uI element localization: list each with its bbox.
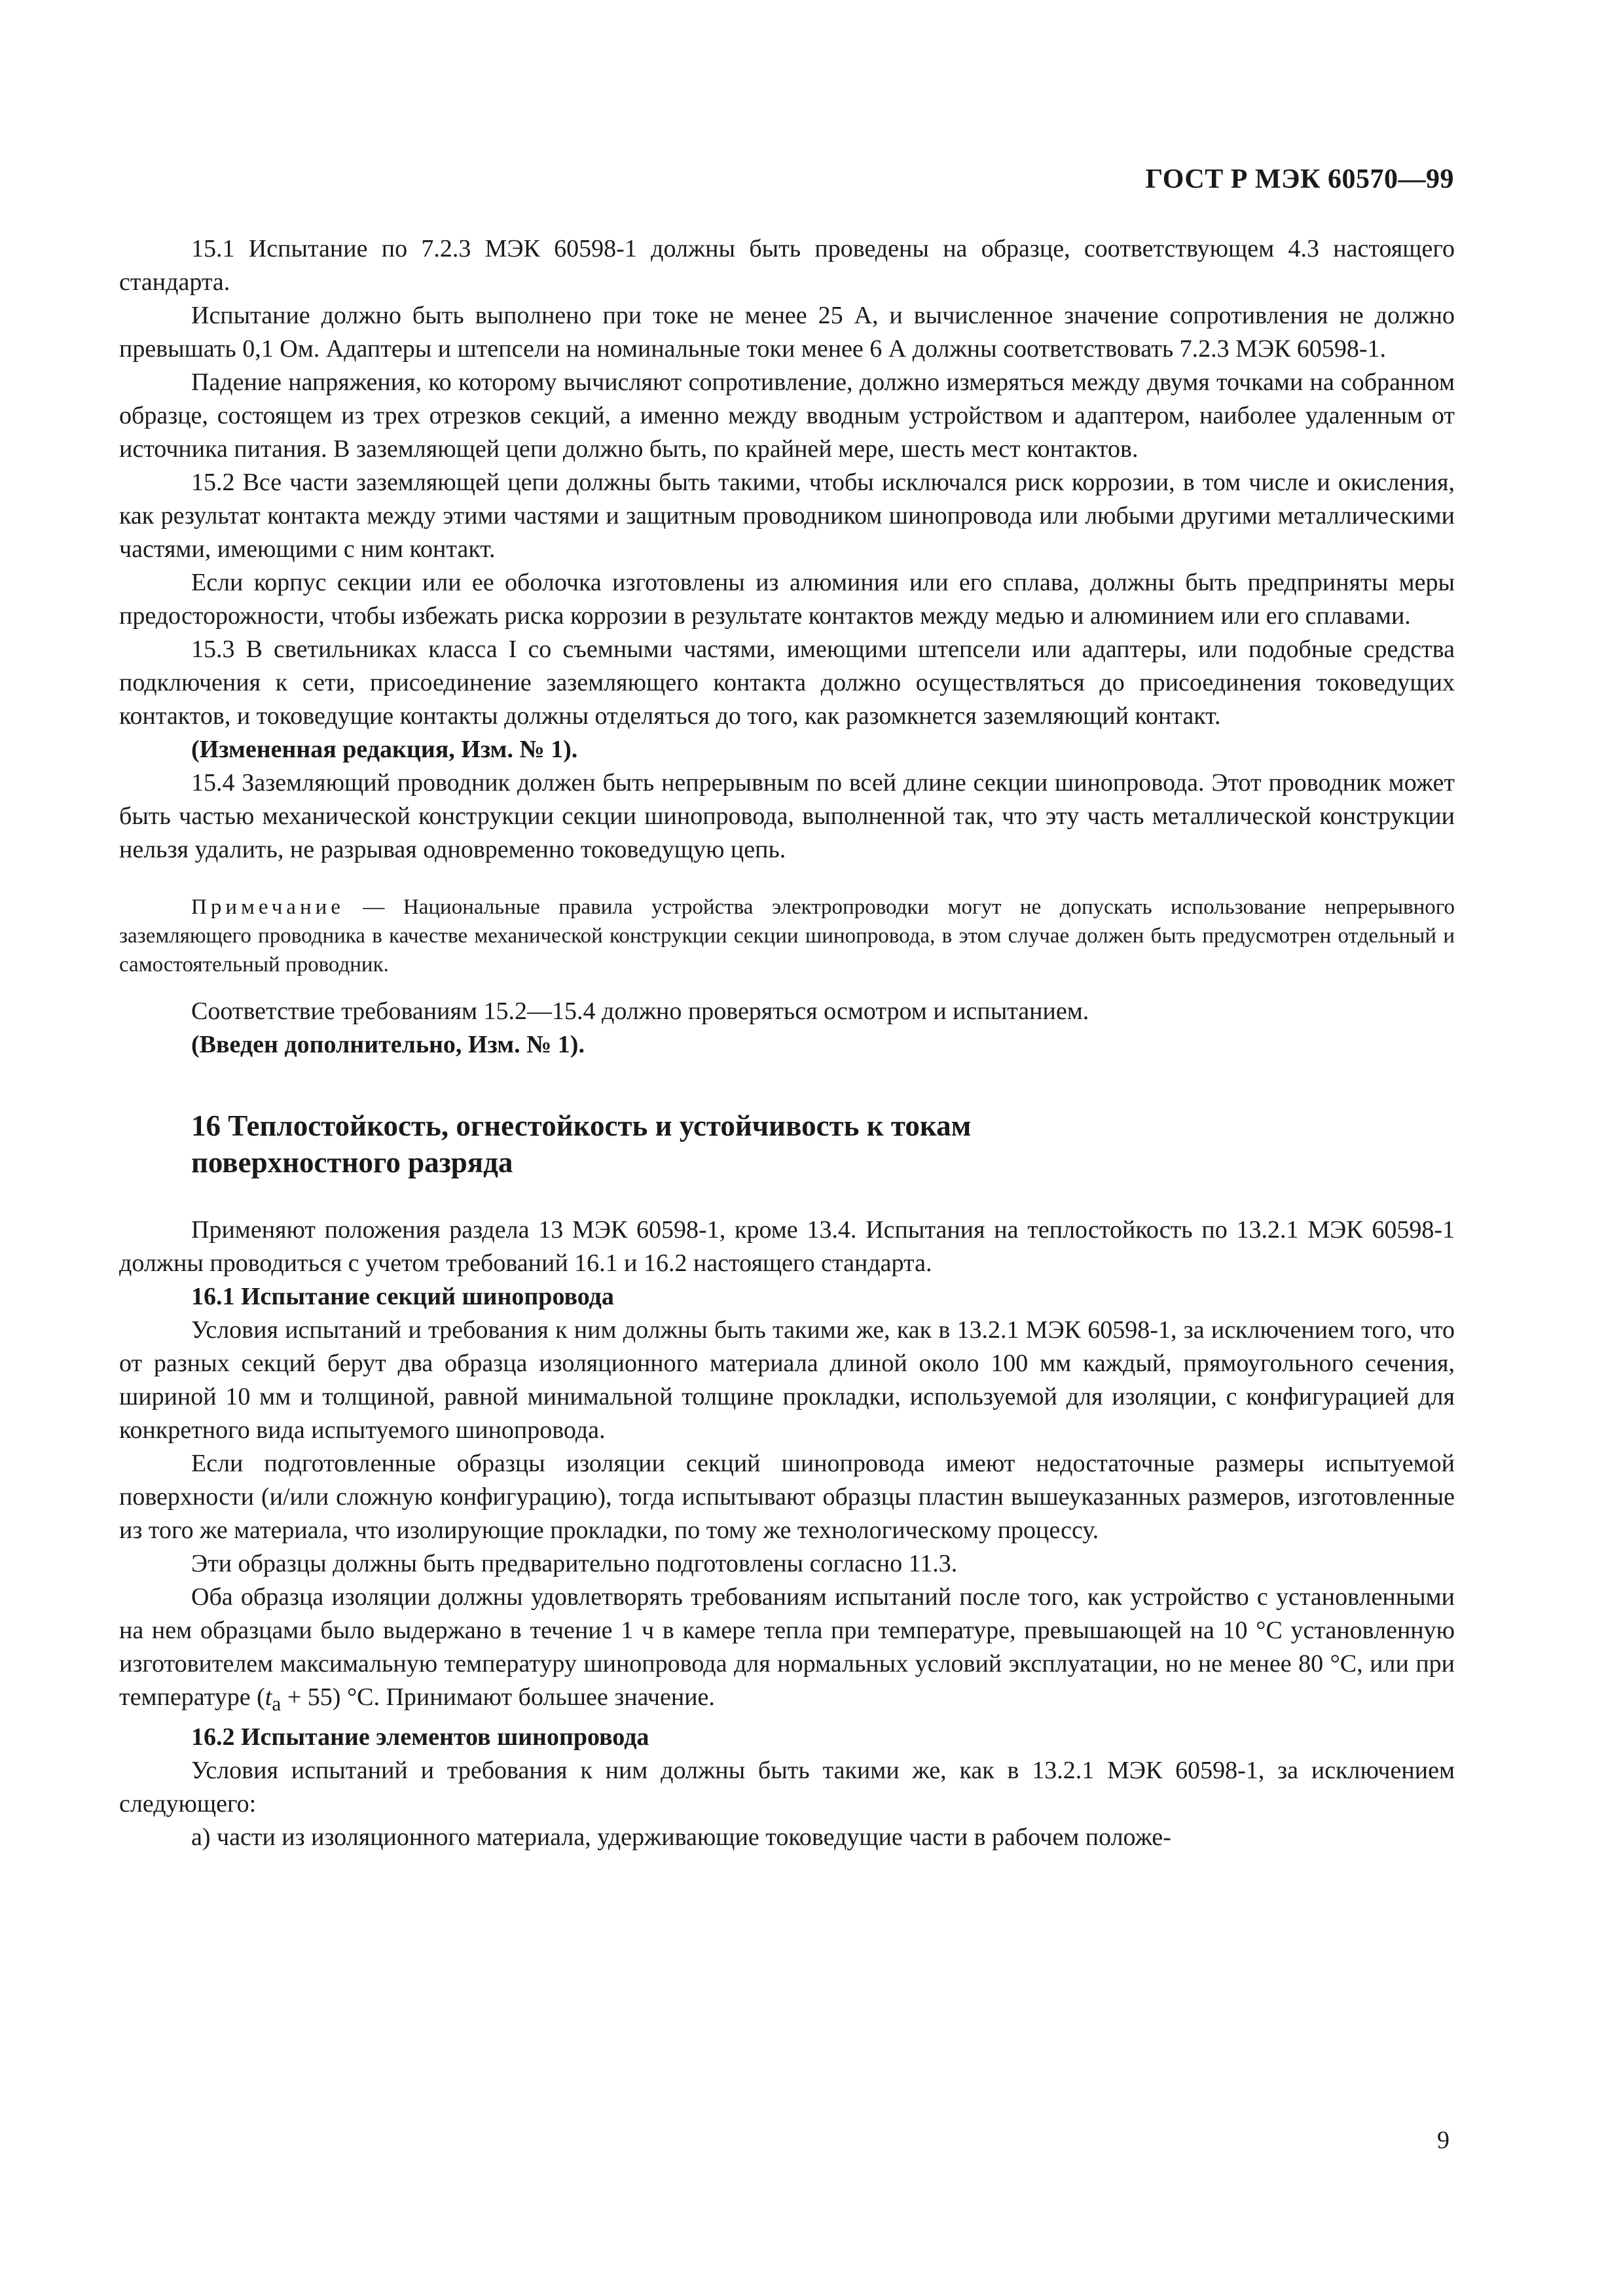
paragraph-16-2-conditions: Условия испытаний и требования к ним должны быть такими же, как в 13.2.1 МЭК 60598-1, за исключением следующего:: [119, 1756, 1455, 1818]
paragraph-15-2: 15.2 Все части заземляющей цепи должны быть такими, чтобы исключался риск коррозии, в том числе и окисления, как результат контакта между этими частями и защитным проводником шинопровода или любыми другими металлическими частями, имеющими с ним контакт.: [119, 469, 1455, 563]
standard-code-header: ГОСТ Р МЭК 60570—99: [1145, 164, 1454, 194]
paragraph-16-1-temperature: [119, 1581, 1455, 1721]
paragraph-15-1-voltage-drop: Падение напряжения, ко которому вычисляют сопротивление, должно измеряться между двумя точками на собранном образце, состоящем из трех отрезков секций, а именно между вводным устройством и адаптером, наиболее удаленным от источника питания. В заземляющей цепи должно быть, по крайней мере, шесть мест контактов.: [119, 368, 1455, 463]
paragraph-15-4: 15.4 Заземляющий проводник должен быть непрерывным по всей длине секции шинопровода. Этот проводник может быть частью механической конструкции секции шинопровода, выполненной так, что эту часть металлической конструкции нельзя удалить, не разрывая одновременно токоведущую цепь.: [119, 769, 1455, 863]
note-label: Примечание: [191, 895, 344, 919]
ambient-temp-variable: t: [264, 1683, 272, 1711]
document-body: [119, 232, 1455, 1854]
note-block: [119, 893, 1455, 979]
amendment-note-2: (Введен дополнительно, Изм. № 1).: [191, 1031, 585, 1058]
paragraph-16-intro: Применяют положения раздела 13 МЭК 60598-1, кроме 13.4. Испытания на теплостойкость по 13.2.1 МЭК 60598-1 должны проводиться с учетом требований 16.1 и 16.2 настоящего стандарта.: [119, 1216, 1455, 1277]
note-text: — Национальные правила устройства электропроводки могут не допускать использование непрерывного заземляющего проводника в качестве механической конструкции секции шинопровода, в этом случае должен быть предусмотрен отдельный и самостоятельный проводник.: [119, 895, 1455, 977]
paragraph-compliance: Соответствие требованиям 15.2—15.4 должно проверяться осмотром и испытанием.: [191, 997, 1089, 1025]
subsection-16-2-title: 16.2 Испытание элементов шинопровода: [191, 1723, 649, 1751]
paragraph-16-2-item-a: а) части из изоляционного материала, удерживающие токоведущие части в рабочем положе-: [191, 1823, 1171, 1851]
amendment-note-1: (Измененная редакция, Изм. № 1).: [191, 736, 578, 763]
paragraph-16-1-samples: Если подготовленные образцы изоляции секций шинопровода имеют недостаточные размеры испытуемой поверхности (и/или сложную конфигурацию), тогда испытывают образцы пластин вышеуказанных размеров, изготовленные из того же материала, что изолирующие прокладки, по тому же технологическому процессу.: [119, 1450, 1455, 1544]
paragraph-16-1-conditions: Условия испытаний и требования к ним должны быть такими же, как в 13.2.1 МЭК 60598-1, за исключением того, что от разных секций берут два образца изоляционного материала длиной около 100 мм каждый, прямоугольного сечения, шириной 10 мм и толщиной, равной минимальной толщине прокладки, используемой для изоляции, с конфигурацией для конкретного вида испытуемого шинопровода.: [119, 1316, 1455, 1444]
paragraph-15-1-current: Испытание должно быть выполнено при токе не менее 25 А, и вычисленное значение сопротивления не должно превышать 0,1 Ом. Адаптеры и штепсели на номинальные токи менее 6 А должны соответствовать 7.2.3 МЭК 60598-1.: [119, 302, 1455, 363]
temperature-text-start: Оба образца изоляции должны удовлетворять требованиям испытаний после того, как устройство с установленными на нем образцами было выдержано в течение 1 ч в камере тепла при температуре, превышающей на 10 °С установленную изготовителем максимальную температуру шинопровода для нормальных условий эксплуатации, но не менее 80 °С, или при температуре (: [119, 1583, 1455, 1711]
paragraph-16-1-preparation: Эти образцы должны быть предварительно подготовлены согласно 11.3.: [191, 1550, 958, 1577]
paragraph-15-1: 15.1 Испытание по 7.2.3 МЭК 60598-1 должны быть проведены на образце, соответствующем 4.3 настоящего стандарта.: [119, 235, 1455, 296]
subsection-16-1-title: 16.1 Испытание секций шинопровода: [191, 1283, 614, 1310]
ambient-temp-subscript: a: [272, 1692, 282, 1715]
paragraph-15-3: 15.3 В светильниках класса I со съемными частями, имеющими штепсели или адаптеры, или подобные средства подключения к сети, присоединение заземляющего контакта должно осуществляться до присоединения токоведущих контактов, и токоведущие контакты должны отделяться до того, как разомкнется заземляющий контакт.: [119, 636, 1455, 730]
temperature-text-end: + 55) °С. Принимают большее значение.: [281, 1683, 715, 1711]
section-16-title: 16 Теплостойкость, огнестойкость и устойчивость к токам поверхностного разряда: [191, 1109, 972, 1179]
page-number: 9: [1437, 2126, 1450, 2154]
paragraph-15-2-aluminium: Если корпус секции или ее оболочка изготовлены из алюминия или его сплава, должны быть предприняты меры предосторожности, чтобы избежать риска коррозии в результате контактов между медью и алюминием или его сплавами.: [119, 569, 1455, 630]
